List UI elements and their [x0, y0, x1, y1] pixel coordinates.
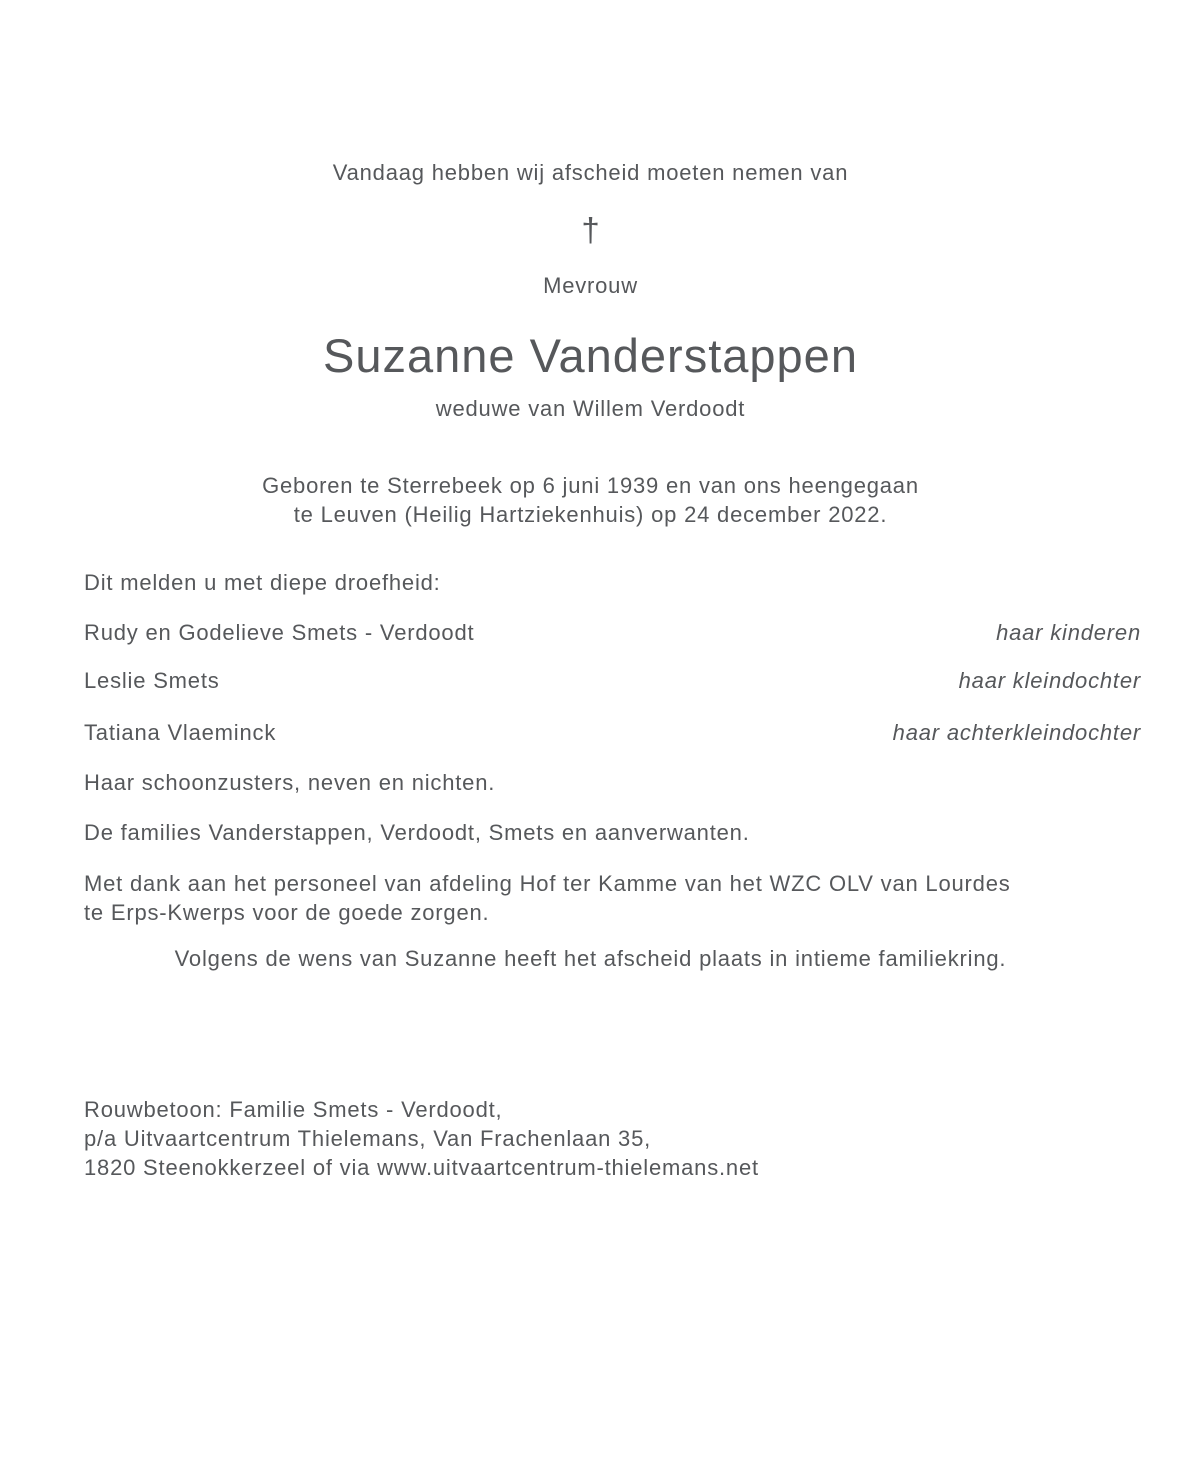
contact-line-3: 1820 Steenokkerzeel of via www.uitvaartcentrum-thielemans.net	[84, 1155, 759, 1180]
birth-death-line-1: Geboren te Sterrebeek op 6 juni 1939 en van ons heengegaan	[262, 473, 919, 498]
thanks-paragraph	[84, 869, 1011, 927]
contact-line-1: Rouwbetoon: Familie Smets - Verdoodt,	[84, 1097, 503, 1122]
thanks-line-2: te Erps-Kwerps voor de goede zorgen.	[84, 900, 490, 925]
mourners-line: De families Vanderstappen, Verdoodt, Smets en aanverwanten.	[84, 820, 750, 845]
deceased-name-title: Suzanne Vanderstappen	[323, 329, 858, 382]
family-relation: haar kleindochter	[958, 668, 1141, 693]
family-names: Leslie Smets	[84, 668, 220, 693]
family-relation: haar kinderen	[996, 620, 1141, 645]
widow-relation-line: weduwe van Willem Verdoodt	[435, 396, 746, 421]
family-row	[84, 718, 1141, 747]
mourners-line: Haar schoonzusters, neven en nichten.	[84, 770, 496, 795]
family-names: Rudy en Godelieve Smets - Verdoodt	[84, 620, 475, 645]
family-names: Tatiana Vlaeminck	[84, 720, 277, 745]
cross-icon: †	[581, 211, 600, 248]
birth-death-info	[0, 471, 1181, 529]
family-row	[84, 618, 1141, 647]
family-relation: haar achterkleindochter	[892, 720, 1141, 745]
salutation: Mevrouw	[543, 273, 638, 298]
ceremony-note: Volgens de wens van Suzanne heeft het afscheid plaats in intieme familiekring.	[174, 946, 1007, 971]
contact-block	[84, 1095, 759, 1182]
thanks-line-1: Met dank aan het personeel van afdeling Hof ter Kamme van het WZC OLV van Lourdes	[84, 871, 1011, 896]
announcement-intro: Dit melden u met diepe droefheid:	[84, 570, 441, 595]
contact-line-2: p/a Uitvaartcentrum Thielemans, Van Frachenlaan 35,	[84, 1126, 652, 1151]
family-row	[84, 666, 1141, 695]
opening-line: Vandaag hebben wij afscheid moeten nemen van	[332, 160, 849, 185]
birth-death-line-2: te Leuven (Heilig Hartziekenhuis) op 24 december 2022.	[293, 502, 888, 527]
